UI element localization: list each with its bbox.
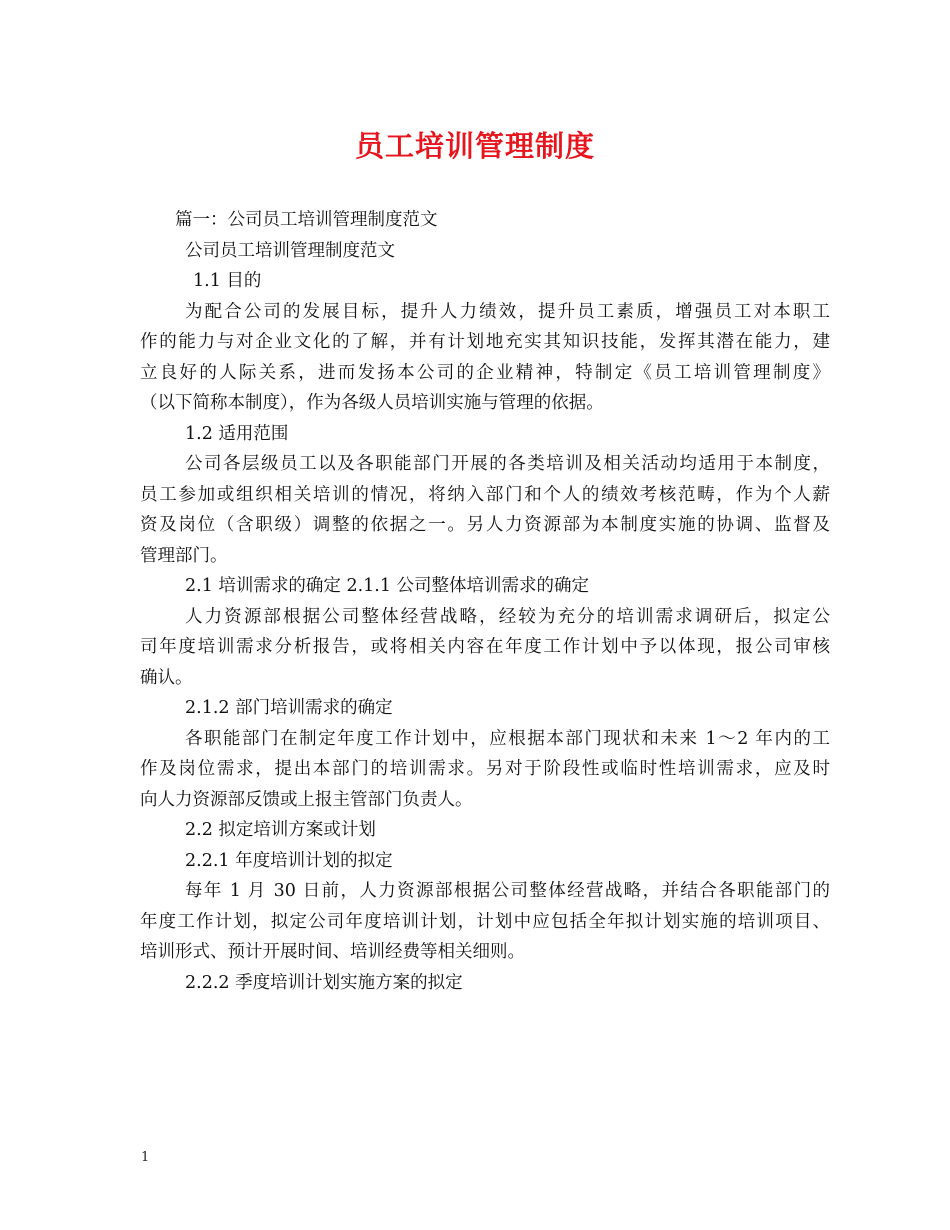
section-heading: 2.2.2 季度培训计划实施方案的拟定 bbox=[185, 972, 463, 993]
paragraph-line: 资及岗位（含职级）调整的依据之一。另人力资源部为本制度实施的协调、监督及 bbox=[140, 515, 830, 535]
document-body bbox=[140, 205, 830, 998]
section-heading: 2.2 拟定培训方案或计划 bbox=[185, 820, 376, 840]
paragraph-line: 确认。 bbox=[140, 667, 193, 688]
page-number: 1 bbox=[141, 1150, 150, 1165]
paragraph-line: 立良好的人际关系，进而发扬本公司的企业精神，特制定《员工培训管理制度》 bbox=[140, 362, 830, 383]
section-heading: 1.2 适用范围 bbox=[185, 423, 289, 444]
paragraph-line: 各职能部门在制定年度工作计划中，应根据本部门现状和未来 1～2 年内的工 bbox=[185, 728, 830, 749]
section-heading: 2.1.2 部门培训需求的确定 bbox=[185, 698, 393, 718]
section-heading: 篇一：公司员工培训管理制度范文 bbox=[175, 210, 438, 230]
paragraph-line: 每年 1 月 30 日前，人力资源部根据公司整体经营战略，并结合各职能部门的 bbox=[185, 881, 830, 901]
paragraph-line: 为配合公司的发展目标，提升人力绩效，提升员工素质，增强员工对本职工 bbox=[185, 301, 830, 322]
paragraph-line: 作的能力与对企业文化的了解，并有计划地充实其知识技能，发挥其潜在能力，建 bbox=[140, 332, 830, 352]
paragraph-line: 作及岗位需求，提出本部门的培训需求。另对于阶段性或临时性培训需求，应及时 bbox=[140, 759, 830, 779]
section-heading: 2.2.1 年度培训计划的拟定 bbox=[185, 850, 393, 871]
paragraph-line: 管理部门。 bbox=[140, 545, 228, 566]
paragraph-line: 人力资源部根据公司整体经营战略，经较为充分的培训需求调研后，拟定公 bbox=[185, 606, 830, 627]
paragraph-line: 年度工作计划，拟定公司年度培训计划，计划中应包括全年拟计划实施的培训项目、 bbox=[140, 911, 830, 932]
subtitle-line: 公司员工培训管理制度范文 bbox=[185, 240, 395, 261]
paragraph-line: 司年度培训需求分析报告，或将相关内容在年度工作计划中予以体现，报公司审核 bbox=[140, 637, 830, 657]
paragraph-line: 员工参加或组织相关培训的情况，将纳入部门和个人的绩效考核范畴，作为个人薪 bbox=[140, 484, 830, 505]
paragraph-line: 公司各层级员工以及各职能部门开展的各类培训及相关活动均适用于本制度， bbox=[185, 454, 830, 474]
paragraph-line: 向人力资源部反馈或上报主管部门负责人。 bbox=[140, 789, 473, 810]
paragraph-line: 培训形式、预计开展时间、培训经费等相关细则。 bbox=[140, 942, 525, 962]
section-heading: 2.1 培训需求的确定 2.1.1 公司整体培训需求的确定 bbox=[185, 576, 590, 596]
section-heading: 1.1 目的 bbox=[193, 271, 262, 291]
document-title: 员工培训管理制度 bbox=[354, 129, 595, 163]
paragraph-line: （以下简称本制度），作为各级人员培训实施与管理的依据。 bbox=[140, 393, 604, 413]
